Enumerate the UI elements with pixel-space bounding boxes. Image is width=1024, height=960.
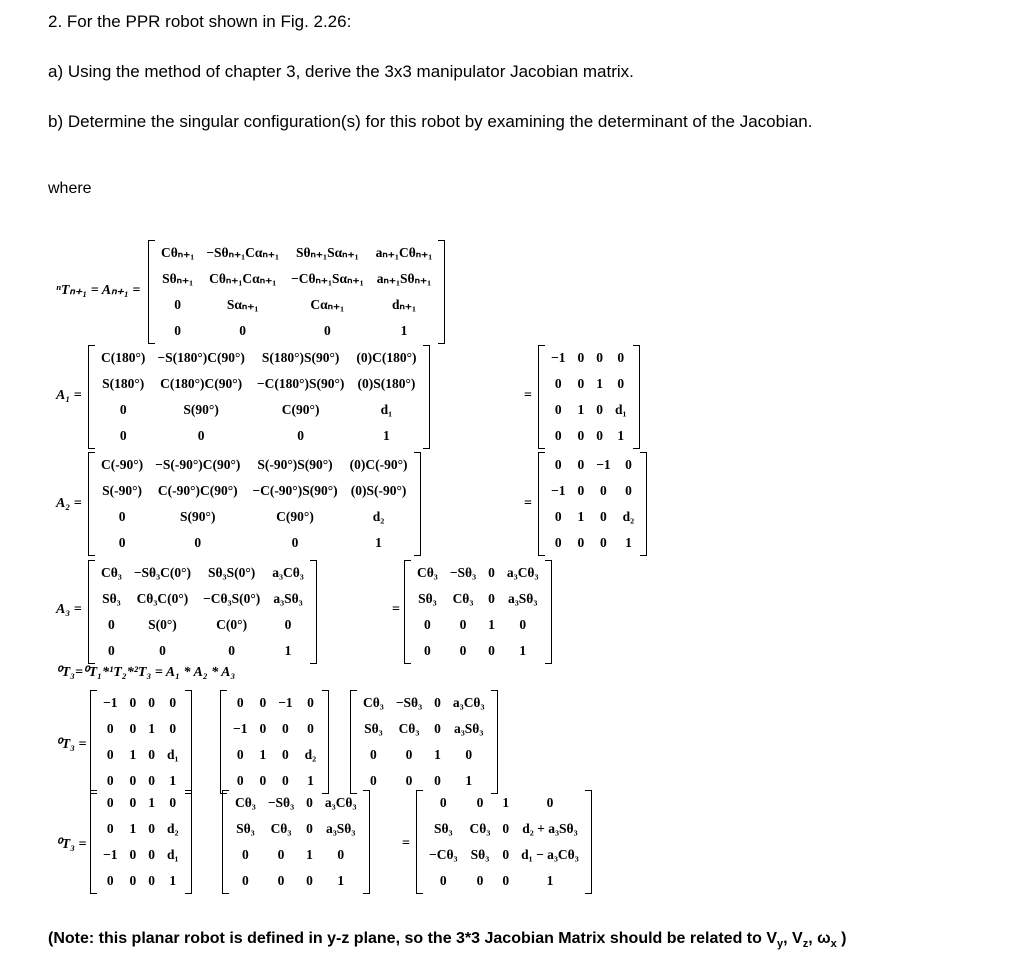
matrix-cell: 1 — [519, 643, 527, 658]
matrix-table — [545, 452, 640, 556]
matrix-cell: Cθ₃ — [270, 821, 292, 836]
matrix-cell: 1 — [307, 773, 314, 788]
matrix-cell: 0 — [148, 695, 155, 710]
matrix-cell: 0 — [405, 747, 413, 762]
matrix-cell: 0 — [228, 643, 235, 658]
matrix-cell: d₁ — [614, 402, 627, 417]
matrix-cell: 0 — [488, 643, 495, 658]
matrix-cell: a₃Cθ₃ — [272, 565, 304, 580]
matrix-cell: 0 — [465, 747, 473, 762]
t3-equals: = — [402, 836, 410, 851]
matrix-cell: Cθ₃ — [235, 795, 256, 810]
matrix-cell: d₁ − a₃Cθ₃ — [521, 847, 579, 862]
matrix-cell: d₁ — [166, 747, 179, 762]
matrix-row — [95, 397, 423, 423]
matrix-cell: S(180°)S(90°) — [261, 350, 340, 365]
matrix-cell: 0 — [106, 773, 114, 788]
matrix-cell: −1 — [596, 457, 611, 472]
matrix-cell: 0 — [596, 402, 603, 417]
matrix-cell: Sθ₃ — [102, 591, 121, 606]
matrix-cell: 0 — [502, 873, 510, 888]
matrix-cell: 0 — [119, 428, 127, 443]
matrix-cell: d₂ — [622, 509, 635, 524]
matrix-cell: 1 — [129, 747, 137, 762]
matrix-cell: 0 — [323, 323, 331, 338]
matrix-table — [155, 240, 438, 344]
t3-product-left — [90, 790, 192, 894]
matrix-cell: Cθ₃ — [417, 565, 438, 580]
matrix-cell: 0 — [148, 847, 155, 862]
matrix-cell: 0 — [106, 721, 114, 736]
matrix-cell: S(90°) — [180, 509, 216, 524]
matrix-row — [411, 612, 545, 638]
matrix-cell: 1 — [465, 773, 473, 788]
matrix-cell: 1 — [306, 847, 313, 862]
t3-factor-3 — [350, 690, 498, 794]
matrix-cell: 0 — [439, 873, 447, 888]
matrix-cell: 0 — [242, 847, 249, 862]
matrix-cell: 0 — [119, 402, 127, 417]
matrix-cell: 0 — [370, 773, 377, 788]
matrix-cell: 0 — [277, 847, 285, 862]
matrix-row — [411, 560, 545, 586]
matrix-cell: dₙ₊₁ — [391, 297, 416, 312]
matrix-cell: Sθ₃S(0°) — [208, 565, 256, 580]
a1-label: A₁ = — [56, 388, 82, 403]
matrix-row — [95, 612, 310, 638]
matrix-cell: a₃Cθ₃ — [506, 565, 539, 580]
matrix-cell: d₂ — [166, 821, 179, 836]
matrix-cell: −S(180°)C(90°) — [157, 350, 245, 365]
matrix-row — [357, 742, 491, 768]
matrix-cell: 1 — [502, 795, 510, 810]
matrix-row — [545, 478, 640, 504]
matrix-cell: −1 — [551, 350, 566, 365]
a2-label: A₂ = — [56, 496, 82, 511]
matrix-cell: 0 — [259, 773, 267, 788]
matrix-table — [545, 345, 633, 449]
matrix-cell: S(0°) — [148, 617, 177, 632]
matrix-cell: 0 — [434, 773, 441, 788]
matrix-cell: 0 — [148, 747, 155, 762]
matrix-row — [97, 716, 185, 742]
matrix-cell: 1 — [400, 323, 408, 338]
matrix-cell: 0 — [459, 643, 467, 658]
matrix-row — [423, 842, 585, 868]
matrix-cell: 1 — [129, 821, 137, 836]
matrix-row — [357, 716, 491, 742]
matrix-cell: −1 — [233, 721, 248, 736]
problem-heading: 2. For the PPR robot shown in Fig. 2.26: — [48, 12, 352, 31]
matrix-cell: 0 — [236, 747, 244, 762]
matrix-cell: 0 — [118, 509, 126, 524]
matrix-cell: 0 — [502, 847, 510, 862]
matrix-row — [229, 868, 363, 894]
general-label: ⁿTₙ₊₁ = Aₙ₊₁ = — [56, 283, 141, 298]
matrix-cell: 0 — [129, 873, 137, 888]
a2-symbolic-matrix — [88, 452, 421, 556]
matrix-cell: −1 — [278, 695, 293, 710]
matrix-cell: 1 — [148, 795, 155, 810]
matrix-cell: Sθ₃ — [433, 821, 453, 836]
matrix-cell: −C(180°)S(90°) — [256, 376, 345, 391]
matrix-table — [97, 790, 185, 894]
matrix-cell: 0 — [600, 509, 607, 524]
matrix-cell: 1 — [169, 873, 177, 888]
matrix-row — [95, 452, 414, 478]
matrix-cell: 0 — [519, 617, 527, 632]
part-a-text: a) Using the method of chapter 3, derive the 3x3 manipulator Jacobian matrix. — [48, 62, 634, 81]
matrix-cell: 1 — [596, 376, 603, 391]
matrix-row — [545, 530, 640, 556]
matrix-cell: 0 — [596, 428, 603, 443]
matrix-cell: 0 — [282, 747, 289, 762]
matrix-cell: 0 — [129, 773, 137, 788]
matrix-cell: 0 — [434, 721, 441, 736]
matrix-cell: S(-90°) — [102, 483, 143, 498]
matrix-cell: (0)C(180°) — [356, 350, 417, 365]
t3-factor-1 — [90, 690, 192, 794]
matrix-cell: 0 — [106, 821, 114, 836]
matrix-row — [411, 586, 545, 612]
matrix-cell: 0 — [277, 873, 285, 888]
matrix-cell: Cαₙ₊₁ — [310, 297, 345, 312]
matrix-row — [97, 742, 185, 768]
matrix-cell: 1 — [625, 535, 632, 550]
matrix-cell: 0 — [307, 721, 314, 736]
matrix-cell: −S(-90°)C(90°) — [155, 457, 241, 472]
matrix-cell: 0 — [554, 509, 562, 524]
where-label: where — [48, 180, 92, 197]
matrix-cell: 1 — [259, 747, 267, 762]
matrix-cell: Cθ₃ — [101, 565, 122, 580]
matrix-cell: 0 — [488, 565, 495, 580]
matrix-table — [423, 790, 585, 894]
matrix-cell: 0 — [577, 483, 585, 498]
matrix-cell: 1 — [375, 535, 382, 550]
matrix-cell: 0 — [596, 350, 603, 365]
matrix-cell: 0 — [502, 821, 510, 836]
matrix-cell: d₂ — [372, 509, 385, 524]
matrix-row — [95, 345, 423, 371]
matrix-row — [97, 868, 185, 894]
matrix-cell: 0 — [129, 795, 137, 810]
t3-label-2: ⁰T₃ = — [56, 837, 87, 852]
matrix-cell: 0 — [148, 873, 155, 888]
matrix-cell: 0 — [106, 873, 114, 888]
matrix-cell: 0 — [577, 350, 585, 365]
part-b-text: b) Determine the singular configuration(s) for this robot by examining the determinant of the Jacobian. — [48, 112, 813, 131]
matrix-row — [357, 690, 491, 716]
matrix-cell: 0 — [159, 643, 166, 658]
matrix-cell: 0 — [554, 535, 562, 550]
matrix-cell: C(180°)C(90°) — [160, 376, 243, 391]
matrix-row — [97, 816, 185, 842]
matrix-cell: aₙ₊₁Cθₙ₊₁ — [375, 245, 433, 260]
matrix-cell: 0 — [108, 643, 115, 658]
matrix-cell: 0 — [239, 323, 247, 338]
matrix-cell: C(90°) — [281, 402, 320, 417]
matrix-cell: a₃Sθ₃ — [273, 591, 303, 606]
matrix-cell: C(-90°)C(90°) — [157, 483, 238, 498]
matrix-table — [95, 560, 310, 664]
matrix-cell: 1 — [383, 428, 390, 443]
matrix-cell: −1 — [103, 847, 118, 862]
matrix-cell: 0 — [488, 591, 495, 606]
matrix-cell: a₃Sθ₃ — [326, 821, 356, 836]
matrix-cell: 0 — [242, 873, 249, 888]
a1-equals: = — [524, 388, 532, 403]
matrix-cell: 0 — [546, 795, 554, 810]
matrix-cell: a₃Sθ₃ — [454, 721, 484, 736]
matrix-cell: 1 — [337, 873, 345, 888]
matrix-row — [229, 816, 363, 842]
t3-result-matrix — [416, 790, 592, 894]
matrix-cell: (0)C(-90°) — [349, 457, 408, 472]
matrix-cell: 0 — [284, 617, 292, 632]
general-matrix — [148, 240, 445, 344]
matrix-row — [229, 842, 363, 868]
matrix-cell: C(90°) — [276, 509, 314, 524]
matrix-cell: 0 — [370, 747, 377, 762]
matrix-cell: 0 — [174, 297, 182, 312]
matrix-cell: 0 — [337, 847, 345, 862]
matrix-row — [155, 266, 438, 292]
matrix-cell: 0 — [600, 535, 607, 550]
matrix-row — [545, 345, 633, 371]
matrix-cell: 0 — [424, 643, 431, 658]
matrix-cell: 0 — [617, 350, 625, 365]
matrix-cell: 0 — [434, 695, 441, 710]
matrix-cell: d₁ — [380, 402, 393, 417]
matrix-cell: 0 — [129, 721, 137, 736]
matrix-cell: 0 — [106, 747, 114, 762]
matrix-cell: (0)S(180°) — [357, 376, 416, 391]
matrix-cell: −1 — [103, 695, 118, 710]
matrix-cell: 1 — [434, 747, 441, 762]
matrix-cell: Cθ₃ — [469, 821, 491, 836]
matrix-row — [97, 790, 185, 816]
matrix-cell: Sθ₃ — [418, 591, 437, 606]
matrix-cell: aₙ₊₁Sθₙ₊₁ — [376, 271, 432, 286]
matrix-cell: 1 — [284, 643, 292, 658]
matrix-cell: 0 — [577, 428, 585, 443]
matrix-cell: Cθ₃C(0°) — [136, 591, 189, 606]
matrix-cell: −Cθₙ₊₁Sαₙ₊₁ — [291, 271, 364, 286]
matrix-table — [411, 560, 545, 664]
matrix-cell: 0 — [197, 428, 205, 443]
matrix-cell: 0 — [554, 376, 562, 391]
matrix-cell: C(0°) — [216, 617, 248, 632]
matrix-cell: 0 — [169, 721, 177, 736]
matrix-cell: −1 — [551, 483, 566, 498]
matrix-cell: 0 — [118, 535, 126, 550]
note-text: (Note: this planar robot is defined in y-z plane, so the 3*3 Jacobian Matrix should be related to $V_y$, $V_z$, $\omega_x$ ) — [48, 930, 847, 951]
matrix-cell: 0 — [148, 773, 155, 788]
a3-equals: = — [392, 602, 400, 617]
matrix-cell: 0 — [424, 617, 431, 632]
matrix-row — [95, 504, 414, 530]
matrix-cell: Cθ₃ — [363, 695, 384, 710]
matrix-cell: (0)S(-90°) — [350, 483, 407, 498]
matrix-cell: 0 — [259, 721, 267, 736]
t3-label-1: ⁰T₃ = — [56, 737, 87, 752]
matrix-cell: 0 — [236, 695, 244, 710]
matrix-cell: 0 — [439, 795, 447, 810]
matrix-cell: Cθ₃ — [398, 721, 420, 736]
matrix-cell: Sθ₃ — [364, 721, 383, 736]
matrix-row — [95, 560, 310, 586]
matrix-cell: −Sθ₃ — [267, 795, 295, 810]
matrix-row — [423, 790, 585, 816]
matrix-row — [423, 868, 585, 894]
matrix-cell: 0 — [554, 402, 562, 417]
matrix-cell: Sθₙ₊₁ — [162, 271, 194, 286]
matrix-cell: −Sθ₃C(0°) — [133, 565, 192, 580]
matrix-row — [155, 318, 438, 344]
matrix-cell: C(180°) — [101, 350, 146, 365]
matrix-cell: 1 — [577, 402, 585, 417]
matrix-cell: 0 — [307, 695, 314, 710]
matrix-cell: C(-90°) — [101, 457, 144, 472]
matrix-cell: Sθ₃ — [236, 821, 255, 836]
matrix-row — [545, 504, 640, 530]
matrix-row — [97, 690, 185, 716]
matrix-cell: 0 — [291, 535, 299, 550]
matrix-cell: 0 — [194, 535, 202, 550]
matrix-table — [229, 790, 363, 894]
matrix-cell: 1 — [148, 721, 155, 736]
matrix-cell: a₃Cθ₃ — [452, 695, 485, 710]
matrix-row — [155, 292, 438, 318]
matrix-cell: −Sθₙ₊₁Cαₙ₊₁ — [206, 245, 279, 260]
matrix-cell: 0 — [236, 773, 244, 788]
matrix-cell: 0 — [577, 457, 585, 472]
matrix-cell: 0 — [282, 721, 289, 736]
matrix-row — [411, 638, 545, 664]
matrix-cell: 0 — [459, 617, 467, 632]
a2-numeric-matrix — [538, 452, 647, 556]
a3-label: A₃ = — [56, 602, 82, 617]
matrix-cell: 0 — [297, 428, 304, 443]
matrix-cell: a₃Cθ₃ — [324, 795, 357, 810]
matrix-cell: 0 — [476, 795, 484, 810]
matrix-cell: 0 — [625, 483, 632, 498]
matrix-row — [95, 530, 414, 556]
matrix-cell: −Sθ₃ — [395, 695, 423, 710]
matrix-cell: 0 — [405, 773, 413, 788]
matrix-row — [423, 816, 585, 842]
matrix-cell: Sαₙ₊₁ — [226, 297, 259, 312]
matrix-cell: d₁ — [166, 847, 179, 862]
matrix-cell: Sθ₃ — [470, 847, 490, 862]
matrix-cell: 0 — [174, 323, 182, 338]
matrix-cell: 0 — [306, 795, 313, 810]
matrix-cell: 0 — [282, 773, 289, 788]
matrix-cell: −C(-90°)S(90°) — [252, 483, 338, 498]
matrix-cell: 0 — [129, 847, 137, 862]
matrix-row — [227, 716, 322, 742]
matrix-row — [95, 586, 310, 612]
matrix-row — [95, 423, 423, 449]
matrix-table — [95, 345, 423, 449]
matrix-table — [95, 452, 414, 556]
matrix-row — [95, 638, 310, 664]
matrix-cell: Sθₙ₊₁Sαₙ₊₁ — [295, 245, 359, 260]
t3-factor-2 — [220, 690, 329, 794]
matrix-row — [545, 397, 633, 423]
matrix-cell: 0 — [577, 376, 585, 391]
matrix-cell: −Sθ₃ — [449, 565, 477, 580]
matrix-cell: 0 — [129, 695, 137, 710]
matrix-cell: 1 — [617, 428, 625, 443]
matrix-row — [229, 790, 363, 816]
matrix-cell: −Cθ₃ — [429, 847, 458, 862]
matrix-row — [545, 423, 633, 449]
matrix-cell: 1 — [577, 509, 585, 524]
matrix-row — [545, 371, 633, 397]
matrix-cell: d₂ — [304, 747, 317, 762]
matrix-cell: 0 — [476, 873, 484, 888]
matrix-row — [545, 452, 640, 478]
matrix-cell: 0 — [148, 821, 155, 836]
matrix-cell: d₂ + a₃Sθ₃ — [522, 821, 578, 836]
matrix-cell: 0 — [259, 695, 267, 710]
matrix-cell: 0 — [169, 795, 177, 810]
matrix-table — [227, 690, 322, 794]
a1-symbolic-matrix — [88, 345, 430, 449]
matrix-cell: 0 — [625, 457, 632, 472]
matrix-cell: 0 — [106, 795, 114, 810]
matrix-cell: Cθₙ₊₁ — [161, 245, 195, 260]
matrix-row — [155, 240, 438, 266]
matrix-cell: a₃Sθ₃ — [508, 591, 538, 606]
a1-numeric-matrix — [538, 345, 640, 449]
matrix-cell: Cθₙ₊₁Cαₙ₊₁ — [209, 271, 277, 286]
matrix-table — [357, 690, 491, 794]
matrix-cell: 0 — [617, 376, 625, 391]
matrix-cell: −Cθ₃S(0°) — [203, 591, 261, 606]
a2-equals: = — [524, 496, 532, 511]
matrix-cell: 0 — [306, 821, 313, 836]
a3-numeric-matrix — [404, 560, 552, 664]
matrix-row — [95, 478, 414, 504]
matrix-cell: S(90°) — [183, 402, 219, 417]
matrix-cell: S(-90°)S(90°) — [257, 457, 333, 472]
matrix-cell: 1 — [169, 773, 177, 788]
matrix-cell: 0 — [108, 617, 115, 632]
a3-symbolic-matrix — [88, 560, 317, 664]
matrix-cell: 0 — [169, 695, 177, 710]
t3-product-right — [222, 790, 370, 894]
matrix-cell: 1 — [488, 617, 495, 632]
matrix-cell: 0 — [554, 457, 562, 472]
matrix-row — [227, 742, 322, 768]
matrix-cell: S(180°) — [102, 376, 145, 391]
chain-equation: ⁰T₃=⁰T₁*¹T₂*²T₃ = A₁ * A₂ * A₃ — [56, 665, 236, 680]
matrix-cell: Cθ₃ — [452, 591, 474, 606]
matrix-cell: 0 — [600, 483, 607, 498]
matrix-cell: 1 — [546, 873, 554, 888]
matrix-row — [97, 842, 185, 868]
matrix-table — [97, 690, 185, 794]
matrix-row — [227, 690, 322, 716]
matrix-cell: 0 — [554, 428, 562, 443]
matrix-cell: 0 — [306, 873, 313, 888]
matrix-cell: 0 — [577, 535, 585, 550]
matrix-row — [95, 371, 423, 397]
